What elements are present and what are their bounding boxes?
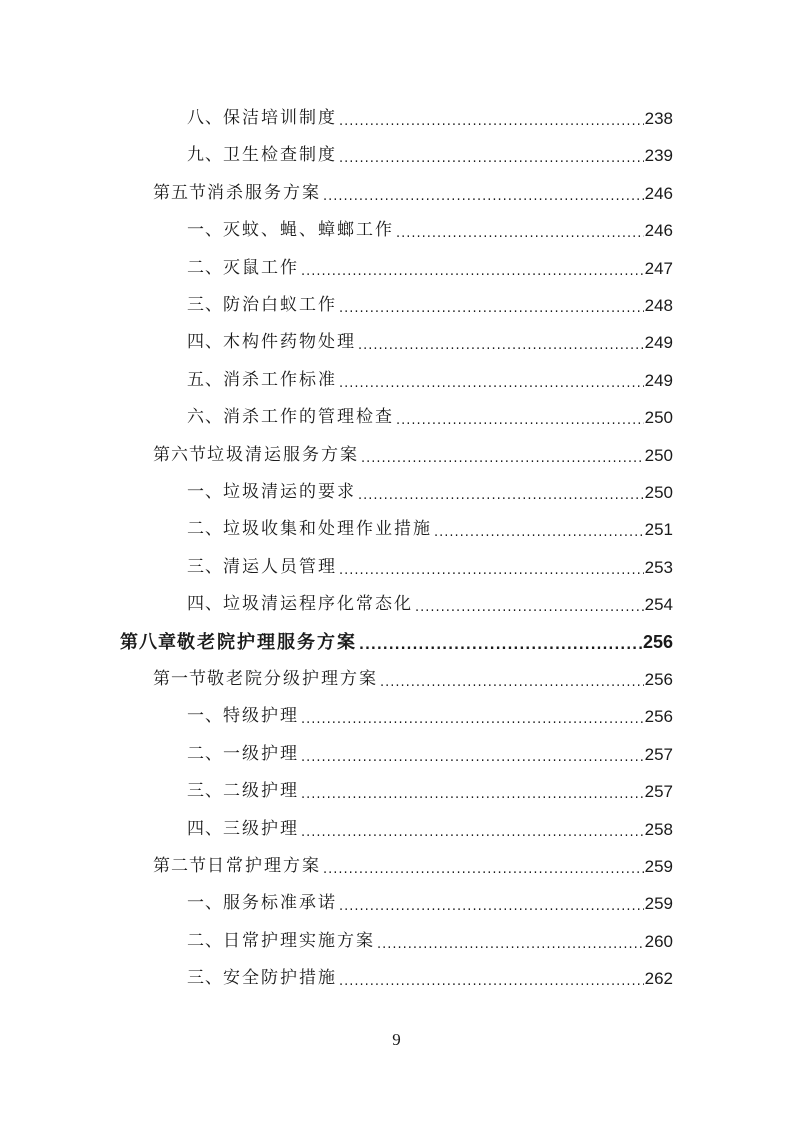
entry-page-number: 262 xyxy=(644,969,673,989)
entry-title: 日常护理实施方案 xyxy=(223,930,375,951)
dot-leader xyxy=(361,437,644,474)
entry-page-number: 238 xyxy=(644,109,673,128)
entry-prefix: 第六节 xyxy=(153,444,207,465)
entry-page-number: 249 xyxy=(644,370,673,390)
toc-entry[interactable] xyxy=(187,362,673,399)
toc-entry-chapter[interactable] xyxy=(120,624,673,661)
toc-entry[interactable] xyxy=(187,698,673,735)
entry-title: 垃圾收集和处理作业措施 xyxy=(223,519,432,540)
entry-page-number: 254 xyxy=(644,595,673,615)
entry-page-number: 250 xyxy=(644,483,673,502)
toc-entry-section[interactable] xyxy=(153,437,673,474)
entry-page-number: 246 xyxy=(644,221,673,241)
entry-prefix: 二、 xyxy=(187,930,223,951)
entry-title: 灭蚊、蝇、蟑螂工作 xyxy=(223,220,394,241)
toc-entry-section[interactable] xyxy=(153,175,673,212)
toc-entry[interactable] xyxy=(187,511,673,548)
entry-title: 消杀服务方案 xyxy=(207,182,321,203)
entry-prefix: 第八章 xyxy=(120,631,177,653)
toc-entry[interactable] xyxy=(187,923,673,960)
entry-page-number: 250 xyxy=(644,445,673,465)
dot-leader xyxy=(339,100,644,137)
entry-title: 防治白蚁工作 xyxy=(223,295,337,315)
entry-prefix: 四、 xyxy=(187,818,223,839)
toc-entry[interactable] xyxy=(187,549,673,586)
entry-title: 服务标准承诺 xyxy=(223,893,337,914)
dot-leader xyxy=(301,250,644,287)
dot-leader xyxy=(301,811,644,848)
entry-title: 垃圾清运的要求 xyxy=(223,482,356,502)
dot-leader xyxy=(339,549,644,586)
entry-title: 清运人员管理 xyxy=(223,556,337,577)
toc-entry[interactable] xyxy=(187,586,673,623)
entry-page-number: 257 xyxy=(644,782,673,802)
dot-leader xyxy=(301,773,644,810)
entry-page-number: 246 xyxy=(644,183,673,203)
entry-prefix: 二、 xyxy=(187,257,223,278)
entry-title: 日常护理方案 xyxy=(207,856,321,876)
entry-page-number: 239 xyxy=(644,146,673,166)
entry-prefix: 二、 xyxy=(187,743,223,764)
entry-page-number: 250 xyxy=(644,408,673,428)
entry-prefix: 五、 xyxy=(187,369,223,390)
dot-leader xyxy=(301,736,644,773)
dot-leader xyxy=(358,324,644,361)
entry-title: 二级护理 xyxy=(223,781,299,802)
dot-leader xyxy=(301,698,644,735)
entry-title: 垃圾清运服务方案 xyxy=(207,444,359,465)
dot-leader xyxy=(396,212,644,249)
toc-entry-section[interactable] xyxy=(153,848,673,885)
dot-leader xyxy=(396,399,644,436)
toc-entry[interactable] xyxy=(187,960,673,997)
entry-prefix: 三、 xyxy=(187,556,223,577)
entry-prefix: 第五节 xyxy=(153,182,207,203)
entry-prefix: 二、 xyxy=(187,519,223,540)
dot-leader xyxy=(359,624,642,661)
entry-prefix: 三、 xyxy=(187,295,223,315)
entry-title: 垃圾清运程序化常态化 xyxy=(223,594,413,615)
toc-entry[interactable] xyxy=(187,212,673,249)
entry-prefix: 一、 xyxy=(187,893,223,914)
entry-title: 消杀工作标准 xyxy=(223,369,337,390)
entry-page-number: 258 xyxy=(644,819,673,839)
entry-title: 木构件药物处理 xyxy=(223,332,356,353)
entry-prefix: 九、 xyxy=(187,145,223,166)
entry-page-number: 251 xyxy=(644,520,673,540)
entry-title: 敬老院护理服务方案 xyxy=(177,631,357,653)
dot-leader xyxy=(415,586,644,623)
dot-leader xyxy=(339,960,644,997)
entry-page-number: 256 xyxy=(644,707,673,727)
entry-page-number: 249 xyxy=(644,333,673,353)
entry-prefix: 三、 xyxy=(187,781,223,802)
dot-leader xyxy=(323,175,644,212)
entry-title: 保洁培训制度 xyxy=(223,108,337,128)
entry-title: 三级护理 xyxy=(223,818,299,839)
toc-entry[interactable] xyxy=(187,250,673,287)
toc-entry[interactable] xyxy=(187,773,673,810)
dot-leader xyxy=(323,848,644,885)
entry-prefix: 第二节 xyxy=(153,856,207,876)
toc-entry[interactable] xyxy=(187,736,673,773)
entry-prefix: 四、 xyxy=(187,594,223,615)
entry-prefix: 一、 xyxy=(187,220,223,241)
dot-leader xyxy=(434,511,644,548)
entry-page-number: 260 xyxy=(644,931,673,951)
dot-leader xyxy=(339,287,644,324)
dot-leader xyxy=(380,661,644,698)
toc-entry[interactable] xyxy=(187,324,673,361)
page-footer-number: 9 xyxy=(392,1030,401,1049)
entry-title: 卫生检查制度 xyxy=(223,145,337,166)
entry-prefix: 一、 xyxy=(187,482,223,502)
entry-prefix: 第一节 xyxy=(153,669,207,689)
entry-prefix: 一、 xyxy=(187,706,223,727)
toc-entry[interactable] xyxy=(187,137,673,174)
toc-entry[interactable] xyxy=(187,100,673,137)
entry-title: 敬老院分级护理方案 xyxy=(207,669,378,689)
dot-leader xyxy=(339,137,644,174)
toc-entry-section[interactable] xyxy=(153,661,673,698)
dot-leader xyxy=(377,923,644,960)
dot-leader xyxy=(358,474,644,511)
entry-prefix: 六、 xyxy=(187,407,223,428)
toc-entry[interactable] xyxy=(187,287,673,324)
toc-entry[interactable] xyxy=(187,885,673,922)
entry-title: 安全防护措施 xyxy=(223,968,337,989)
entry-page-number: 253 xyxy=(644,557,673,577)
entry-title: 一级护理 xyxy=(223,743,299,764)
entry-page-number: 257 xyxy=(644,744,673,764)
entry-page-number: 248 xyxy=(644,296,673,315)
entry-page-number: 256 xyxy=(642,631,673,652)
entry-page-number: 259 xyxy=(644,894,673,914)
toc-entry[interactable] xyxy=(187,474,673,511)
dot-leader xyxy=(339,885,644,922)
entry-page-number: 259 xyxy=(644,857,673,876)
toc-entry[interactable] xyxy=(187,811,673,848)
entry-prefix: 四、 xyxy=(187,332,223,353)
entry-title: 消杀工作的管理检查 xyxy=(223,407,394,428)
entry-prefix: 八、 xyxy=(187,108,223,128)
dot-leader xyxy=(339,362,644,399)
entry-page-number: 247 xyxy=(644,258,673,278)
toc-entry[interactable] xyxy=(187,399,673,436)
entry-prefix: 三、 xyxy=(187,968,223,989)
entry-title: 特级护理 xyxy=(223,706,299,727)
entry-title: 灭鼠工作 xyxy=(223,257,299,278)
entry-page-number: 256 xyxy=(644,670,673,689)
